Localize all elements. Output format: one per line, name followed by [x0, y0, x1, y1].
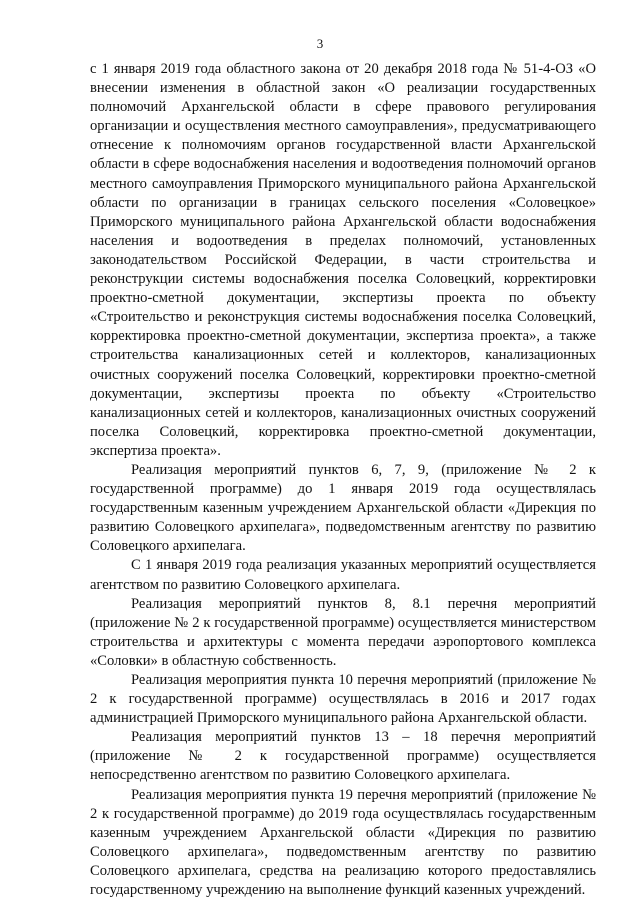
paragraph-5: Реализация мероприятия пункта 10 перечня мероприятий (приложение № 2 к государственной программе) осуществлялась в 2016 и 2017 годах администрацией Приморского муниципального района Архангельской области. [90, 672, 596, 727]
paragraph-2: Реализация мероприятий пунктов 6, 7, 9, (приложение № 2 к государственной программе) до 1 января 2019 года осуществлялась государственным казенным учреждением Архангельской области «Дирекция по развитию Соловецкого архипелага», подведомственным агентству по развитию Соловецкого архипелага. [90, 461, 596, 555]
page-number: 3 [316, 36, 324, 51]
paragraph-6: Реализация мероприятий пунктов 13 – 18 перечня мероприятий (приложение № 2 к государственной программе) осуществляется непосредственно агентством по развитию Соловецкого архипелага. [90, 729, 596, 784]
paragraph-1: с 1 января 2019 года областного закона от 20 декабря 2018 года № 51-4-ОЗ «О внесении изменения в областной закон «О реализации государственных полномочий Архангельской области в сфере правового регулирования организации и осуществления местного самоуправления», предусматривающего отнесение к полномочиям органов государственной власти Архангельской области в сфере водоснабжения населения и водоотведения полномочий органов местного самоуправления Приморского муниципального района Архангельской области по организации в границах сельского поселения «Соловецкое» Приморского муниципального района Архангельской области водоснабжения населения и водоотведения в пределах полномочий, установленных законодательством Российской Федерации, в части строительства и реконструкции системы водоснабжения поселка Соловецкий, корректировки проектно-сметной документации, экспертизы проекта по объекту «Строительство и реконструкция системы водоснабжения поселка Соловецкий, корректировка проектно-сметной документации, экспертиза проекта», а также строительства канализационных сетей и коллекторов, канализационных очистных сооружений поселка Соловецкий, корректировки проектно-сметной документации, экспертизы проекта по объекту «Строительство канализационных сетей и коллекторов, канализационных очистных сооружений поселка Соловецкий, корректировка проектно-сметной документации, экспертиза проекта». [90, 61, 596, 459]
document-body [90, 60, 596, 900]
paragraph-4: Реализация мероприятий пунктов 8, 8.1 перечня мероприятий (приложение № 2 к государственной программе) осуществляется министерством строительства и архитектуры с момента передачи аэропортового комплекса «Соловки» в областную собственность. [90, 595, 596, 669]
paragraph-3: С 1 января 2019 года реализация указанных мероприятий осуществляется агентством по развитию Соловецкого архипелага. [90, 557, 596, 593]
paragraph-7: Реализация мероприятия пункта 19 перечня мероприятий (приложение № 2 к государственной программе) до 2019 года осуществлялась государственным казенным учреждением Архангельской области «Дирекция по развитию Соловецкого архипелага», подведомственным агентству по развитию Соловецкого архипелага, средства на реализацию которого предоставлялись государственному учреждению на выполнение функций казенных учреждений. [90, 786, 596, 899]
